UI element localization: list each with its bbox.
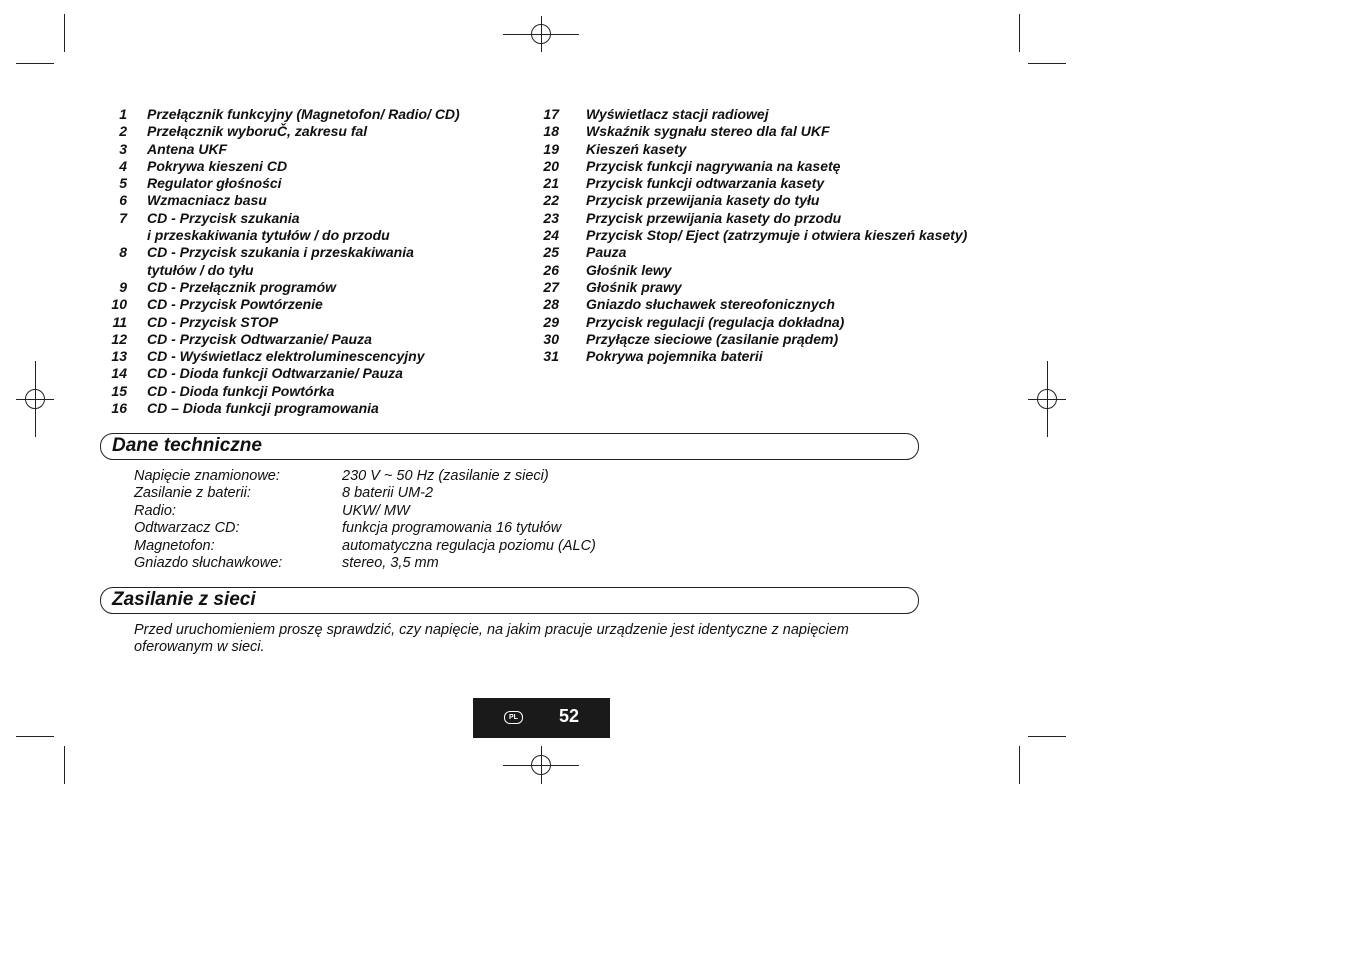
spec-row [134,468,596,485]
list-item [100,244,460,261]
list-item [100,123,460,140]
item-text: Przycisk regulacji (regulacja dokładna) [586,313,845,330]
spec-value: stereo, 3,5 mm [342,555,439,572]
crop-mark [1028,63,1066,64]
spec-value: automatyczna regulacja poziomu (ALC) [342,537,596,554]
item-number: 22 [543,192,559,209]
list-item [540,192,967,209]
item-number: 7 [119,209,127,226]
list-item [540,314,967,331]
spec-label: Magnetofon: [134,537,215,554]
list-item [100,141,460,158]
component-list-right [540,106,967,365]
list-item [100,400,460,417]
item-text: Przełącznik funkcyjny (Magnetofon/ Radio/ CD) [147,106,460,122]
item-text: CD - Wyświetlacz elektroluminescencyjny [147,348,425,365]
item-text: Przycisk przewijania kasety do przodu [586,209,842,226]
item-text: CD - Przycisk Powtórzenie [147,296,323,313]
item-text: Głośnik prawy [586,278,682,295]
list-item [540,175,967,192]
item-text: Pokrywa kieszeni CD [147,157,288,174]
item-number: 16 [111,400,127,417]
list-item [540,123,967,140]
item-text: Regulator głośności [147,175,282,192]
spec-row [134,520,596,537]
item-text: i przeskakiwania tytułów / do przodu [147,227,390,244]
item-number: 9 [119,278,127,295]
crop-mark [64,14,65,52]
list-item [540,348,967,365]
spec-label: Odtwarzacz CD: [134,520,240,537]
item-number: 27 [543,278,559,295]
spec-row [134,555,596,572]
spec-label: Zasilanie z baterii: [134,485,251,502]
list-item [100,331,460,348]
item-text: CD - Przycisk szukania [147,209,300,226]
item-text: CD - Dioda funkcji Powtórka [147,382,335,399]
item-text: Pokrywa pojemnika baterii [586,348,763,365]
list-item [100,106,460,123]
item-number: 3 [119,140,127,157]
item-text: Antena UKF [147,140,228,157]
list-item [100,348,460,365]
crop-mark [64,746,65,784]
spec-value: 8 baterii UM-2 [342,485,434,502]
item-number: 15 [111,382,127,399]
item-text: Głośnik lewy [586,261,672,278]
spec-value: UKW/ MW [342,502,410,519]
spec-row [134,485,596,502]
language-badge: PL [504,711,523,724]
item-number: 23 [543,209,559,226]
item-text: Wskaźnik sygnału stereo dla fal UKF [586,123,830,140]
item-number: 24 [543,227,559,244]
list-item [540,141,967,158]
item-text: Przycisk funkcji nagrywania na kasetę [586,157,841,174]
item-number: 29 [543,313,559,330]
item-number: 17 [543,106,559,122]
list-item [540,210,967,227]
list-item [540,262,967,279]
crop-mark [1028,736,1066,737]
crop-mark [1019,14,1020,52]
item-number: 6 [119,192,127,209]
list-item [100,210,460,227]
crop-mark [16,736,54,737]
item-number: 8 [119,244,127,261]
list-item [540,106,967,123]
item-text: Gniazdo słuchawek stereofonicznych [586,296,835,313]
crop-mark [1019,746,1020,784]
list-item [100,314,460,331]
item-text: CD - Przycisk szukania i przeskakiwania [147,244,414,261]
item-text: tytułów / do tyłu [147,261,254,278]
list-item [100,262,460,279]
list-item [100,383,460,400]
item-text: Przełącznik wyboruČ, zakresu fal [147,123,368,140]
item-number: 28 [543,296,559,313]
item-number [100,227,127,244]
item-number: 2 [119,123,127,140]
list-item [540,331,967,348]
power-section-header [100,587,919,614]
item-number: 21 [543,175,559,192]
list-item [100,227,460,244]
power-section-title: Zasilanie z sieci [112,589,256,610]
item-text: Przycisk przewijania kasety do tyłu [586,192,820,209]
item-number: 4 [119,157,127,174]
page-number: 52 [559,706,580,726]
item-number: 10 [111,296,127,313]
item-text: Pauza [586,244,627,261]
spec-value: funkcja programowania 16 tytułów [342,520,562,537]
list-item [540,244,967,261]
tech-section-title: Dane techniczne [112,435,262,456]
list-item [540,296,967,313]
item-number: 31 [543,348,559,365]
item-text: Wzmacniacz basu [147,192,267,209]
item-text: CD - Dioda funkcji Odtwarzanie/ Pauza [147,365,403,382]
item-text: Wyświetlacz stacji radiowej [586,106,769,122]
list-item [100,192,460,209]
list-item [540,279,967,296]
item-text: CD - Przycisk STOP [147,313,279,330]
spec-label: Napięcie znamionowe: [134,468,280,484]
list-item [540,158,967,175]
item-text: CD – Dioda funkcji programowania [147,400,379,417]
crop-mark [16,63,54,64]
item-text: Przycisk funkcji odtwarzania kasety [586,175,825,192]
item-number: 13 [111,348,127,365]
item-number: 5 [119,175,127,192]
item-number: 14 [111,365,127,382]
list-item [100,296,460,313]
item-text: CD - Przełącznik programów [147,278,337,295]
item-number: 26 [543,261,559,278]
list-item [100,175,460,192]
item-number: 18 [543,123,559,140]
list-item [100,365,460,382]
list-item [540,227,967,244]
item-text: Kieszeń kasety [586,140,687,157]
item-number: 12 [111,330,127,347]
component-list-left [100,106,460,417]
tech-section-header [100,433,919,460]
spec-value: 230 V ~ 50 Hz (zasilanie z sieci) [342,468,549,484]
spec-row [134,538,596,555]
power-paragraph: Przed uruchomieniem proszę sprawdzić, czy napięcie, na jakim pracuje urządzenie jest identyczne z napięciem oferowanym w sieci. [134,622,849,656]
item-number: 19 [543,140,559,157]
spec-label: Gniazdo słuchawkowe: [134,555,283,572]
item-number: 11 [112,313,127,330]
item-text: Przycisk Stop/ Eject (zatrzymuje i otwiera kieszeń kasety) [586,227,968,244]
item-number [100,262,127,279]
spec-row [134,503,596,520]
page-footer-box [473,698,610,738]
tech-specs-table [134,468,596,572]
list-item [100,279,460,296]
item-number: 20 [543,157,559,174]
list-item [100,158,460,175]
item-number: 30 [543,330,559,347]
spec-label: Radio: [134,502,176,519]
item-text: Przyłącze sieciowe (zasilanie prądem) [586,330,839,347]
item-number: 25 [543,244,559,261]
item-number: 1 [119,106,127,122]
item-text: CD - Przycisk Odtwarzanie/ Pauza [147,330,372,347]
